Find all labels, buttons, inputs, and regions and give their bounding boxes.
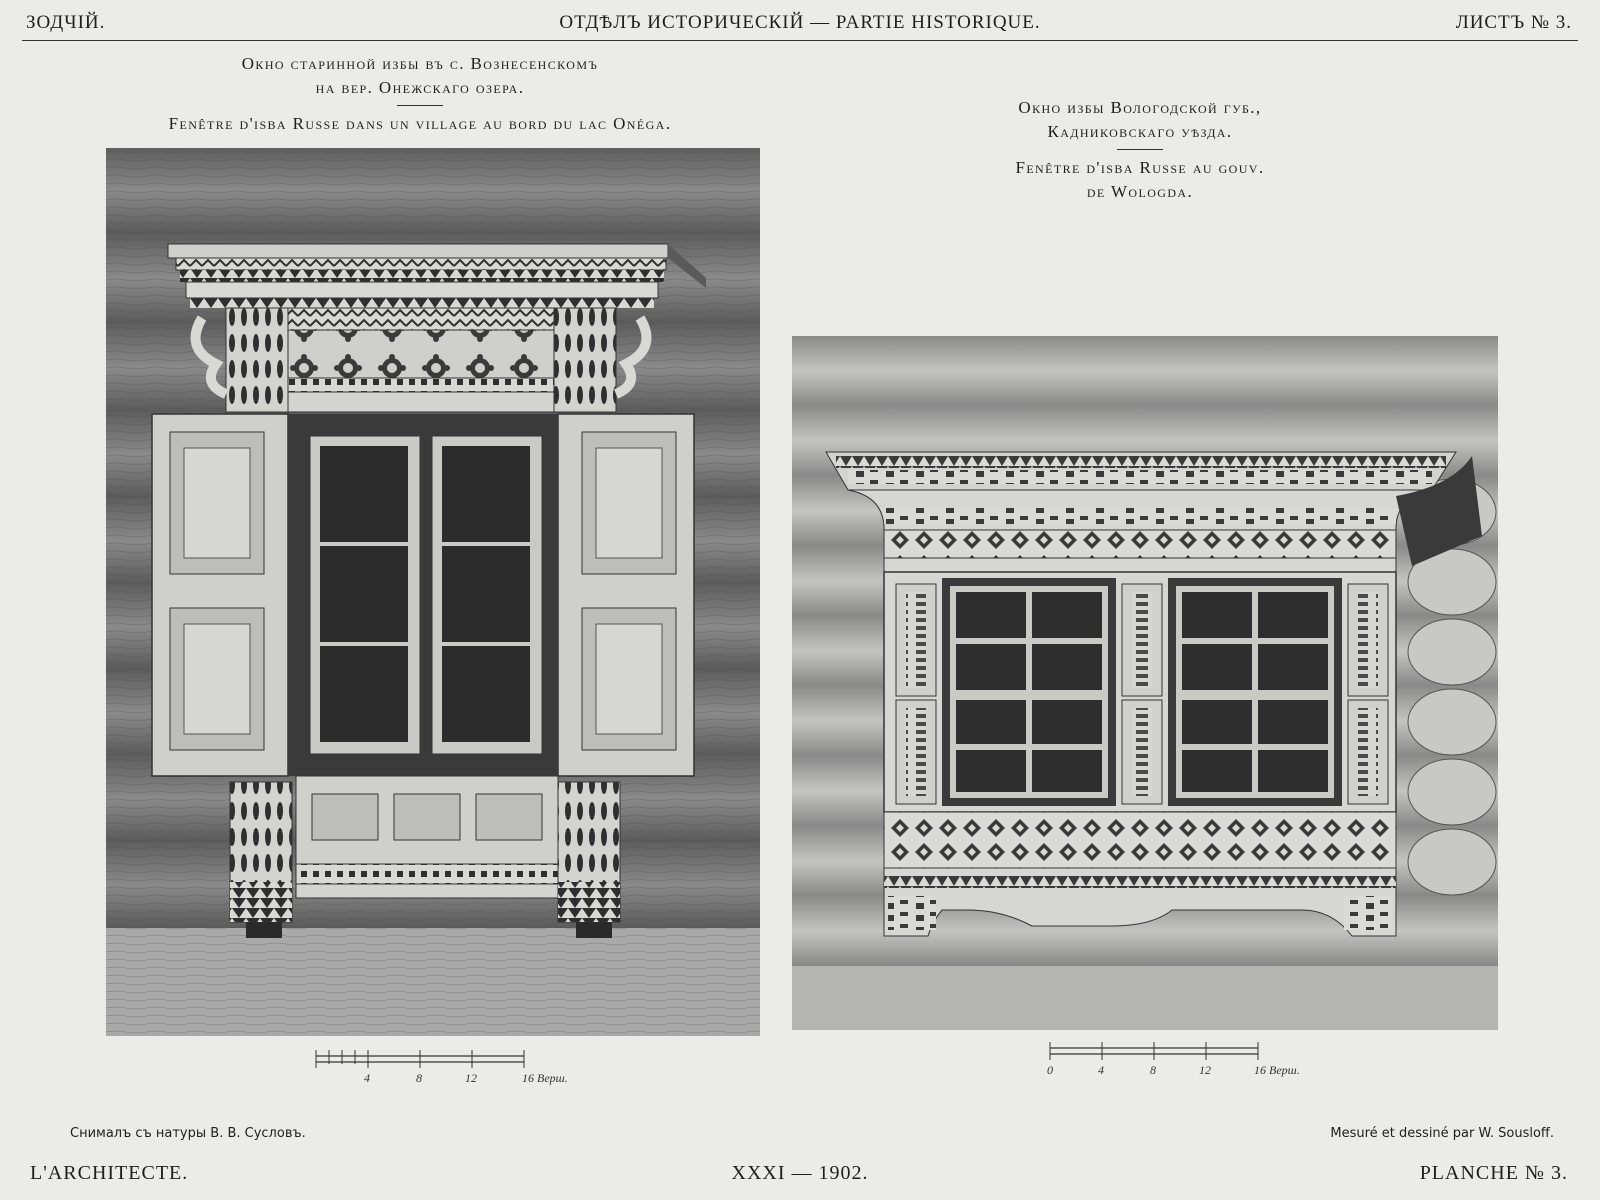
plate-number: PLANCHE № 3.	[1419, 1162, 1568, 1184]
left-scale-tick-label: 8	[416, 1071, 422, 1085]
photographer-credit: Снималъ съ натуры В. В. Сусловъ.	[70, 1126, 306, 1141]
draftsman-credit: Mesuré et dessiné par W. Sousloff.	[1330, 1126, 1554, 1141]
right-scale-tick-label: 0	[1047, 1063, 1053, 1077]
right-scale-tick-label: 16 Верш.	[1254, 1063, 1300, 1077]
caption-separator	[397, 105, 443, 106]
right-caption	[940, 96, 1340, 204]
carved-frieze	[196, 308, 647, 412]
volume-year: XXXI — 1902.	[731, 1162, 869, 1184]
journal-title-fr: L'ARCHITECTE.	[30, 1162, 189, 1184]
section-title: ОТДѢЛЪ ИСТОРИЧЕСКІЙ — PARTIE HISTORIQUE.	[559, 12, 1041, 33]
left-scale-tick-label: 4	[364, 1071, 370, 1085]
right-scale-bar	[1046, 1040, 1336, 1080]
right-caption-fr-line2: de Wologda.	[1086, 182, 1194, 201]
left-caption-ru-line2: на вер. Онежскаго озера.	[315, 78, 525, 97]
carved-cornice	[168, 244, 706, 308]
right-scale-tick-label: 12	[1199, 1063, 1211, 1077]
right-caption-fr-line1: Fenêtre d'isba Russe au gouv.	[1015, 158, 1265, 177]
left-scale-tick-label: 12	[465, 1071, 477, 1085]
left-caption	[80, 52, 760, 136]
carved-cornice	[826, 452, 1482, 572]
left-scale-bar	[312, 1048, 592, 1088]
left-scale-tick-label: 16 Верш.	[522, 1071, 568, 1085]
left-shutter	[152, 414, 288, 776]
right-caption-ru-line2: Кадниковскаго уѣзда.	[1047, 122, 1233, 141]
onega-window-illustration	[106, 148, 760, 1036]
right-caption-ru-line1: Окно избы Вологодской губ.,	[1018, 98, 1262, 117]
right-shutter	[558, 414, 694, 776]
right-scale-tick-label: 4	[1098, 1063, 1104, 1077]
window-sashes	[288, 414, 558, 776]
left-caption-ru-line1: Окно старинной избы въ с. Вознесенскомъ	[241, 54, 599, 73]
journal-title: ЗОДЧІЙ.	[26, 12, 106, 33]
caption-separator	[1117, 149, 1163, 150]
sheet-number: ЛИСТЪ № 3.	[1455, 12, 1572, 33]
onega-window-drawing	[106, 148, 760, 1036]
right-scale-tick-label: 8	[1150, 1063, 1156, 1077]
header-rule	[22, 40, 1578, 41]
left-caption-fr: Fenêtre d'isba Russe dans un village au bord du lac Onéga.	[168, 114, 672, 133]
wologda-window-drawing	[792, 336, 1498, 1030]
wologda-window-illustration	[792, 336, 1498, 1030]
